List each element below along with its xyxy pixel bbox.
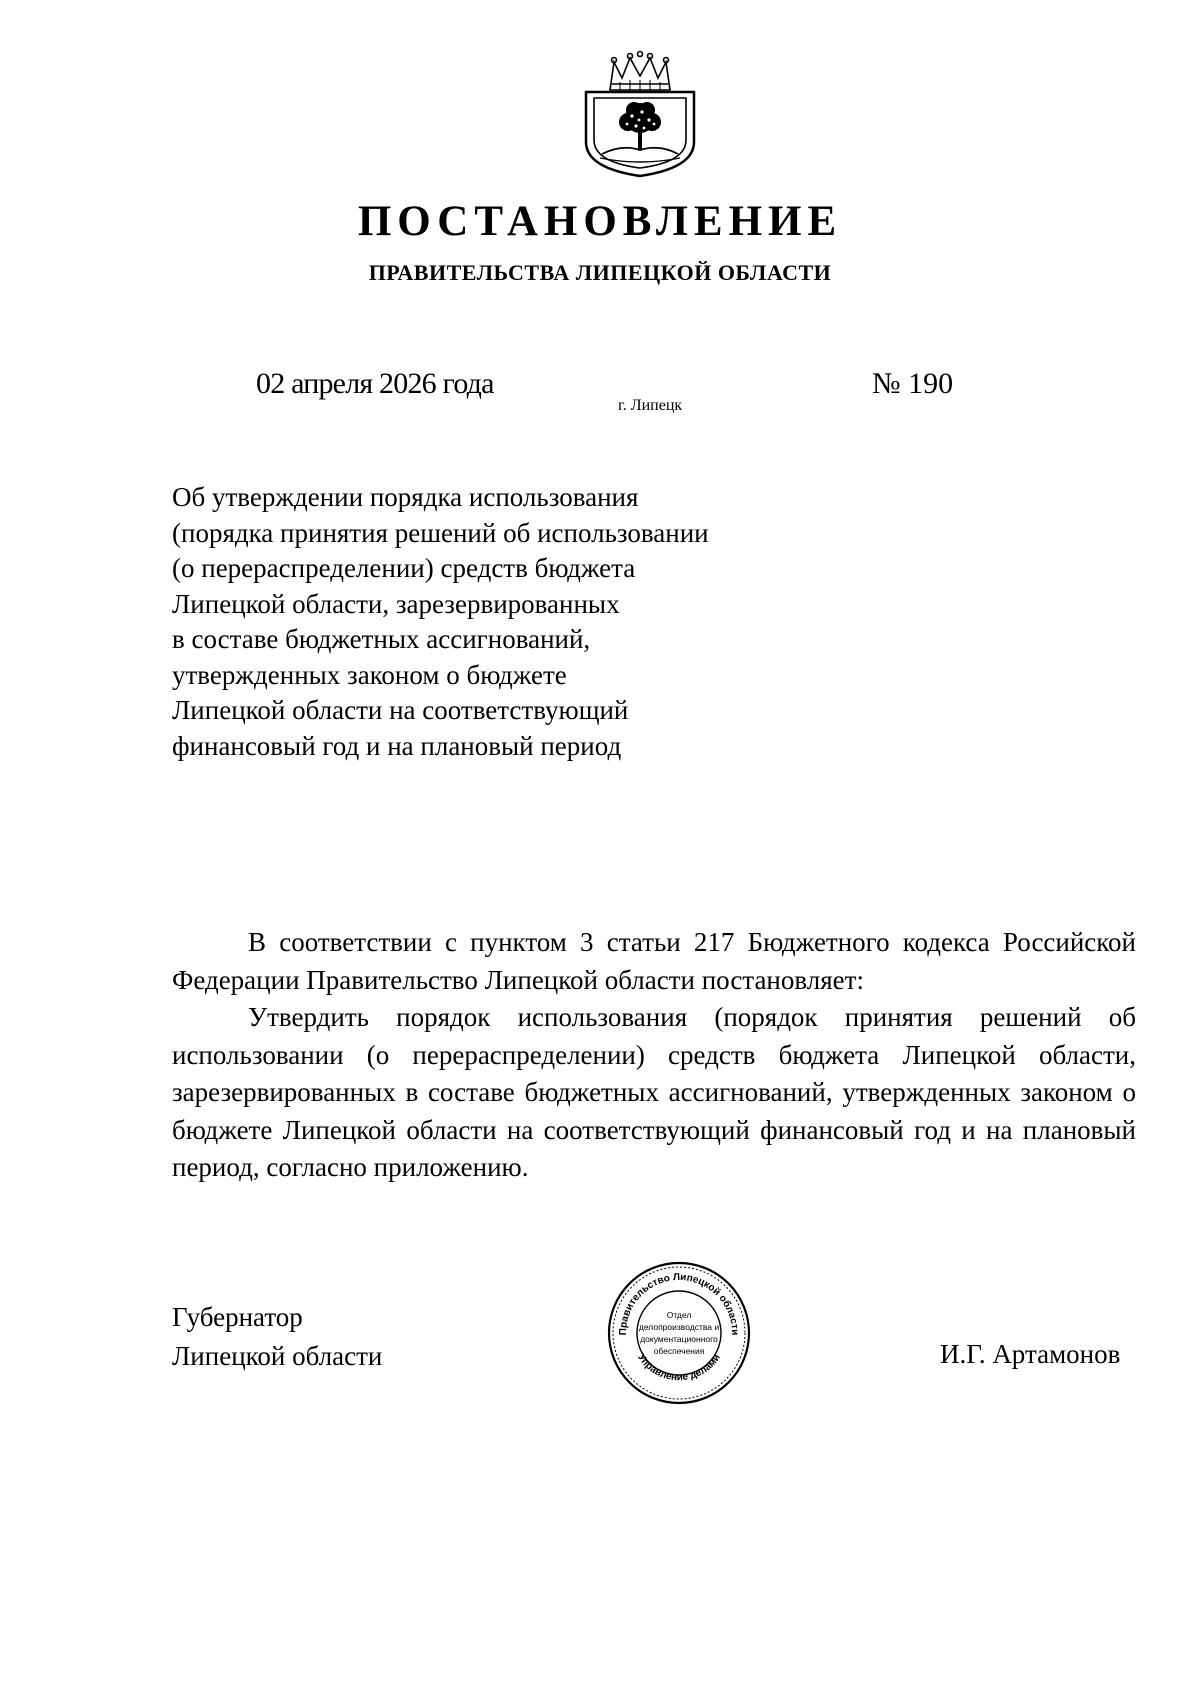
body-paragraph-legal-basis: В соответствии с пунктом 3 статьи 217 Бюджетного кодекса Российской Федерации Правительство Липецкой области постановляет:: [172, 927, 1136, 995]
document-issuer: ПРАВИТЕЛЬСТВА ЛИПЕЦКОЙ ОБЛАСТИ: [368, 260, 832, 285]
signatory-position-line: Губернатор: [172, 1302, 303, 1332]
subject-line: утвержденных законом о бюджете: [172, 659, 567, 690]
svg-text:Управление делами: [635, 1352, 723, 1383]
stamp-center-line: документационного: [640, 1334, 718, 1344]
document-subject: [172, 480, 812, 764]
signatory-position-line: Липецкой области: [172, 1341, 383, 1371]
signatory-name: И.Г. Артамонов: [940, 1339, 1121, 1369]
subject-line: в составе бюджетных ассигнований,: [172, 624, 591, 654]
subject-line: (порядка принятия решений об использовании: [172, 517, 709, 548]
coat-of-arms-icon: [572, 50, 708, 180]
body-paragraph-resolution: Утвердить порядок использования (порядок принятия решений об использовании (о перераспределении) средств бюджета Липецкой области, зарезервированных в составе бюджетных ассигнований, утвержденных законом о бюджете Липецкой области на соответствующий финансовый год и на плановый период, согласно приложению.: [172, 1002, 1136, 1182]
subject-line: Об утверждении порядка использования: [172, 482, 639, 512]
stamp-ring-bottom: Управление делами: [635, 1352, 723, 1384]
stamp-center-line: обеспечения: [653, 1346, 705, 1356]
stamp-center-line: Отдел: [666, 1310, 692, 1320]
official-stamp-icon: [606, 1260, 752, 1406]
subject-line: финансовый год и на плановый период: [172, 730, 622, 761]
stamp-ring-top: Правительство Липецкой области: [617, 1271, 741, 1336]
stamp-center-line: делопроизводства и: [638, 1322, 720, 1332]
signatory-position: [172, 1298, 382, 1376]
document-city: г. Липецк: [618, 397, 683, 414]
subject-line: (о перераспределении) средств бюджета: [172, 553, 636, 583]
document-number: № 190: [872, 367, 954, 400]
document-title: ПОСТАНОВЛЕНИЕ: [357, 198, 843, 245]
document-date: 02 апреля 2026 года: [256, 367, 494, 400]
document-body: [172, 924, 1136, 1187]
subject-line: Липецкой области, зарезервированных: [172, 588, 620, 619]
subject-line: Липецкой области на соответствующий: [172, 695, 629, 725]
